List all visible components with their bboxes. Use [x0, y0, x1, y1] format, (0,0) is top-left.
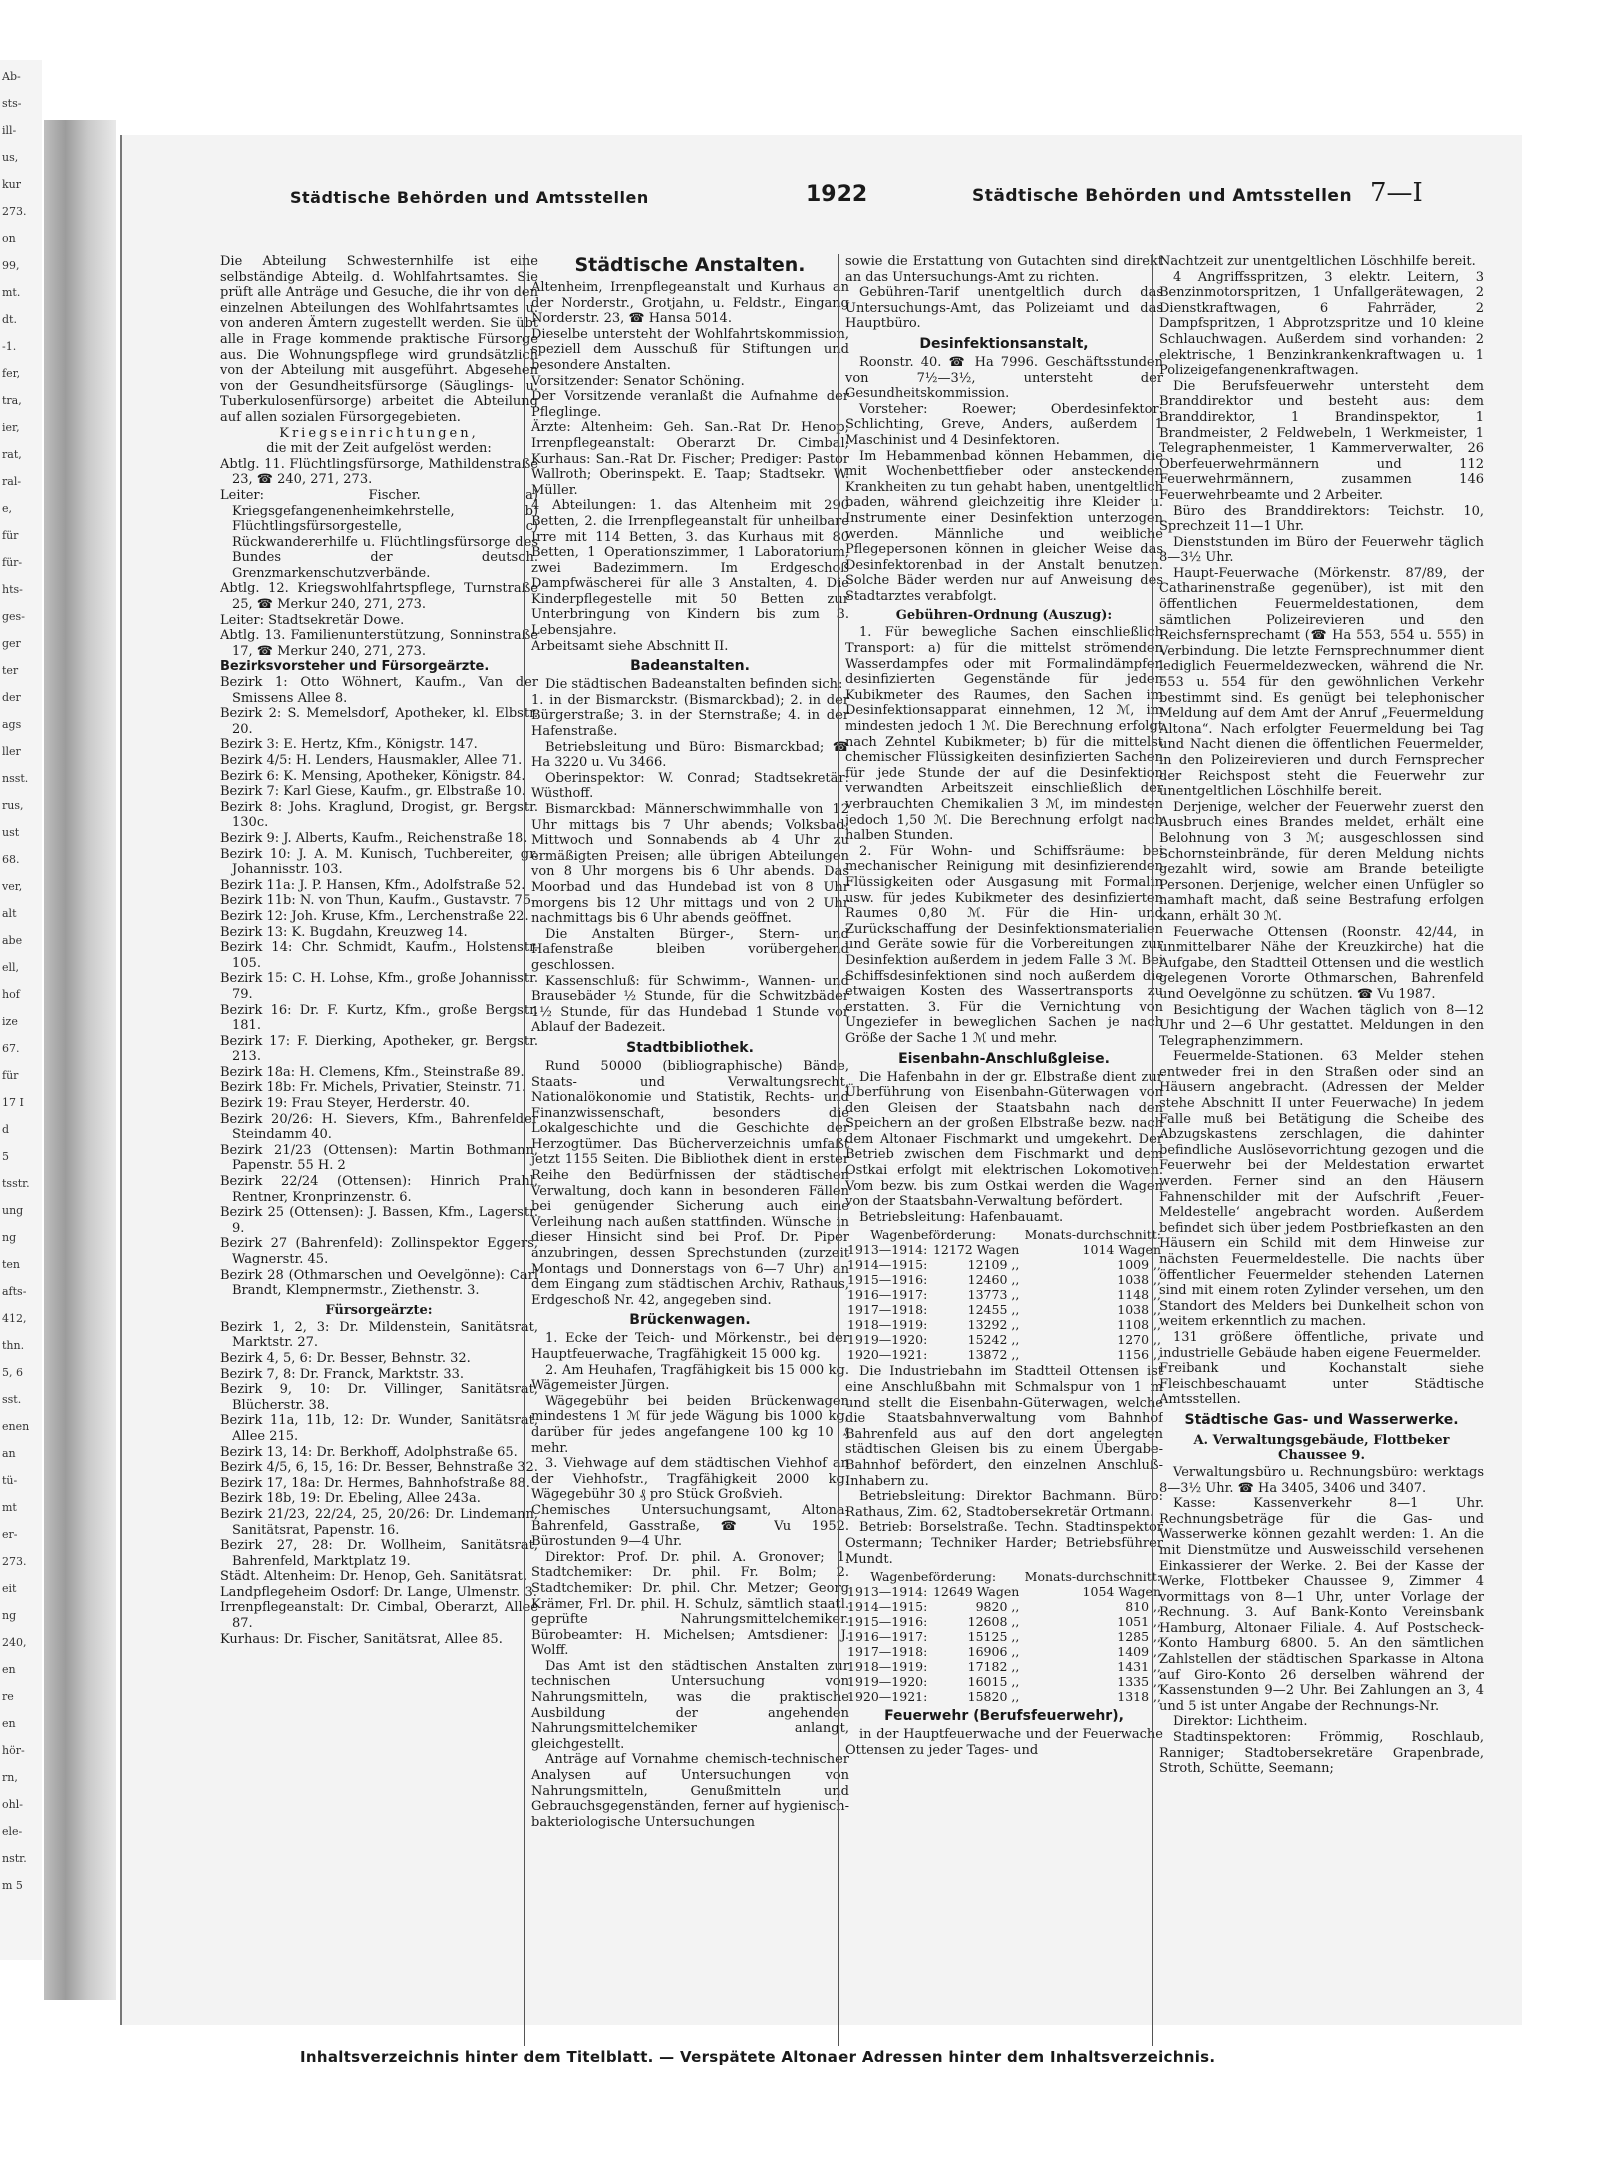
margin-fragment: 273. — [2, 205, 27, 218]
margin-fragment: mt — [2, 1501, 17, 1514]
table-header: Wagenbeförderung: — [870, 1569, 997, 1585]
table-cell: 1285 ,, — [1117, 1629, 1161, 1645]
text-paragraph: Bezirk 3: E. Hertz, Kfm., Königstr. 147. — [220, 737, 478, 753]
text-paragraph: 131 größere öffentliche, private und industrielle Gebäude haben eigene Feuermelder. — [1159, 1329, 1484, 1361]
table-cell: 1913—1914: — [847, 1584, 928, 1600]
margin-fragment: mt. — [2, 286, 21, 299]
table-cell: 1431 ,, — [1117, 1659, 1161, 1675]
sub-heading: Gebühren-Ordnung (Auszug): — [895, 608, 1113, 624]
margin-fragment: enen — [2, 1420, 30, 1433]
text-paragraph: Bezirk 14: Chr. Schmidt, Kaufm., Holstenstr. 105. — [220, 940, 538, 971]
column-4 — [1152, 254, 1484, 2046]
text-paragraph: Das Amt ist den städtischen Anstalten zur technischen Untersuchung von Nahrungsmitteln, was die praktische Ausbildung der angehenden Nahrungsmittelchemiker anlangt, gleichgestellt. — [531, 1658, 849, 1752]
table-cell: 1919—1920: — [847, 1332, 928, 1348]
table-cell: 1920—1921: — [847, 1347, 928, 1363]
text-paragraph: Bezirk 6: K. Mensing, Apotheker, Königstr. 84. — [220, 768, 526, 784]
margin-fragment: ten — [2, 1258, 21, 1271]
margin-fragment: eit — [2, 1582, 17, 1595]
text-paragraph: Leiter: Fischer. a) Kriegsgefangenenheimkehrstelle, b) Flüchtlingsfürsorgestelle, c) Rückwandererhilfe u. Flüchtlingsfürsorge des Bundes der deutsch. Grenzmarkenschutzverbände. — [220, 487, 538, 581]
text-paragraph: Bezirk 11a: J. P. Hansen, Kfm., Adolfstraße 52. — [220, 877, 526, 893]
table-cell: 12455 ,, — [967, 1302, 1020, 1318]
text-paragraph: Bezirk 21/23 (Ottensen): Martin Bothmann, Papenstr. 55 H. 2 — [220, 1142, 538, 1174]
margin-fragment: ill- — [2, 124, 17, 137]
table-cell: 15242 ,, — [967, 1332, 1020, 1348]
margin-fragment: für — [2, 1069, 19, 1082]
header-right-title: Städtische Behörden und Amtsstellen — [972, 186, 1353, 206]
table-row — [845, 1332, 1163, 1347]
text-paragraph: Betriebsleitung: Hafenbauamt. — [859, 1209, 1064, 1225]
margin-fragment: tra, — [2, 394, 22, 407]
margin-fragment: ller — [2, 745, 21, 758]
table-cell: 17182 ,, — [967, 1659, 1020, 1675]
margin-fragment: für — [2, 529, 19, 542]
table-row — [845, 1287, 1163, 1302]
table-cell: 1318 ,, — [1117, 1689, 1161, 1705]
table-cell: 1148 ,, — [1117, 1287, 1161, 1303]
table-cell: 1270 ,, — [1117, 1332, 1161, 1348]
table-row — [845, 1644, 1163, 1659]
sub-heading: A. Verwaltungsgebäude, Flottbeker Chaussee 9. — [1193, 1432, 1450, 1463]
table-cell: 1156 ,, — [1117, 1347, 1161, 1363]
table-cell: 1916—1917: — [847, 1287, 928, 1303]
margin-fragment: us, — [2, 151, 19, 164]
text-paragraph: Bezirk 27, 28: Dr. Wollheim, Sanitätsrat, Bahrenfeld, Marktplatz 19. — [220, 1538, 538, 1569]
margin-fragment: Ab- — [2, 70, 21, 83]
table-cell: 16906 ,, — [967, 1644, 1020, 1660]
text-paragraph: Roonstr. 40. ☎ Ha 7996. Geschäftsstunden von 7½—3½, untersteht der Gesundheitskommission. — [845, 354, 1163, 402]
table-cell: 1108 ,, — [1117, 1317, 1161, 1333]
margin-fragment: kur — [2, 178, 22, 191]
text-paragraph: Bezirk 27 (Bahrenfeld): Zollinspektor Eggers, Wagnerstr. 45. — [220, 1236, 538, 1267]
text-paragraph: Bezirk 18b, 19: Dr. Ebeling, Allee 243a. — [220, 1491, 481, 1507]
text-paragraph: Bezirk 15: C. H. Lohse, Kfm., große Johannisstr. 79. — [220, 971, 538, 1002]
text-paragraph: in der Hauptfeuerwache und der Feuerwache Ottensen zu jeder Tages- und — [845, 1727, 1163, 1758]
table-cell: 1009 ,, — [1117, 1257, 1161, 1273]
margin-fragment: 68. — [2, 853, 20, 866]
text-paragraph: Bezirk 7, 8: Dr. Franck, Marktstr. 33. — [220, 1366, 465, 1382]
table-row — [845, 1689, 1163, 1704]
text-paragraph: Bezirk 17, 18a: Dr. Hermes, Bahnhofstraße 88. — [220, 1475, 530, 1491]
table-cell: 1918—1919: — [847, 1317, 928, 1333]
margin-fragment: 5 — [2, 1150, 9, 1163]
text-paragraph: Nachtzeit zur unentgeltlichen Löschhilfe bereit. — [1159, 254, 1476, 269]
page-binding — [44, 120, 116, 2000]
text-paragraph: Bezirk 12: Joh. Kruse, Kfm., Lerchenstraße 22. — [220, 908, 529, 924]
table-cell: 12109 ,, — [967, 1257, 1020, 1273]
margin-fragment: ust — [2, 826, 20, 839]
text-paragraph: Bezirk 10: J. A. M. Kunisch, Tuchbereiter, gr. Johannisstr. 103. — [220, 846, 538, 878]
table-row — [845, 1272, 1163, 1287]
margin-fragment: er- — [2, 1528, 18, 1541]
margin-fragment: rus, — [2, 799, 24, 812]
margin-fragment: ell, — [2, 961, 20, 974]
margin-fragment: en — [2, 1717, 16, 1730]
text-paragraph: Verwaltungsbüro u. Rechnungsbüro: werktags 8—3½ Uhr. ☎ Ha 3405, 3406 und 3407. — [1159, 1464, 1484, 1496]
text-paragraph: Kurhaus: Dr. Fischer, Sanitätsrat, Allee 85. — [220, 1631, 503, 1647]
text-paragraph: Arbeitsamt siehe Abschnitt II. — [531, 638, 729, 654]
text-paragraph: Die Abteilung Schwesternhilfe ist eine selbständige Abteilg. d. Wohlfahrtsamtes. Sie prüft alle Anträge und Gesuche, die ihr von den einzelnen Abteilungen des Wohlfahrtsamtes u. von anderen Ämtern zugestellt werden. Sie übt alle in Frage kommende praktische Fürsorge aus. Die Wohnungspflege wird grundsätzlich von der Abteilung mit ausgeführt. Abgesehen von der Gesundheitsfürsorge (Säuglings- u. Tuberkulosenfürsorge) arbeitet die Abteilung auf allen sozialen Fürsorgegebieten. — [220, 254, 538, 425]
adjacent-page-margin — [0, 60, 42, 1960]
margin-fragment: nsst. — [2, 772, 29, 785]
table-cell: 1913—1914: — [847, 1242, 928, 1258]
text-paragraph: Bezirk 28 (Othmarschen und Oevelgönne): Carl Brandt, Klempnermstr., Ziethenstr. 3. — [220, 1267, 538, 1299]
margin-fragment: ger — [2, 637, 21, 650]
margin-fragment: m 5 — [2, 1879, 23, 1892]
table-row — [845, 1317, 1163, 1332]
margin-fragment: d — [2, 1123, 10, 1136]
text-paragraph: Bezirk 1: Otto Wöhnert, Kaufm., Van der Smissens Allee 8. — [220, 675, 538, 706]
margin-fragment: 412, — [2, 1312, 27, 1325]
text-paragraph: Bezirk 4, 5, 6: Dr. Besser, Behnstr. 32. — [220, 1350, 471, 1366]
margin-fragment: ele- — [2, 1825, 23, 1838]
text-paragraph: Bezirk 9: J. Alberts, Kaufm., Reichenstraße 18. — [220, 830, 528, 846]
margin-fragment: abe — [2, 934, 23, 947]
margin-fragment: ng — [2, 1609, 17, 1622]
section-heading: Städtische Gas- und Wasserwerke. — [1184, 1411, 1459, 1428]
text-paragraph: Bezirk 16: Dr. F. Kurtz, Kfm., große Bergstr. 181. — [220, 1002, 538, 1034]
table-cell: 810 ,, — [1125, 1599, 1161, 1615]
text-paragraph: Kriegseinrichtungen, — [279, 425, 479, 441]
text-paragraph: 2. Am Heuhafen, Tragfähigkeit bis 15 000 kg. Wägemeister Jürgen. — [531, 1362, 849, 1394]
table-cell: 1920—1921: — [847, 1689, 928, 1705]
table-header: Monats-durchschnitt: — [1024, 1227, 1161, 1243]
margin-fragment: en — [2, 1663, 16, 1676]
margin-fragment: afts- — [2, 1285, 27, 1298]
table-row — [845, 1674, 1163, 1689]
margin-fragment: ier, — [2, 421, 20, 434]
table-cell: 1914—1915: — [847, 1257, 928, 1273]
table-cell: 15820 ,, — [967, 1689, 1020, 1705]
text-paragraph: Im Hebammenbad können Hebammen, die mit Wochenbettfieber oder ansteckenden Krankheiten zu tun gehabt haben, unentgeltlich baden, während gleichzeitig ihre Kleider u. Instrumente einer Desinfektion unterzogen werden. Männliche und weibliche Pflegepersonen können in gleicher Weise das Desinfektorenbad in der Anstalt benutzen. Solche Bäder werden nur auf Anweisung des Stadtarztes verabfolgt. — [845, 448, 1163, 604]
text-paragraph: Die Hafenbahn in der gr. Elbstraße dient zur Überführung von Eisenbahn-Güterwagen von den Gleisen der Staatsbahn nach den Speichern an der großen Elbstraße bezw. nach dem Altonaer Fischmarkt und umgekehrt. Der Betrieb zwischen dem Fischmarkt und dem Ostkai erfolgt mit elektrischen Lokomotiven. Vom bezw. bis zum Ostkai werden die Wagen von der Staatsbahn-Verwaltung befördert. — [845, 1069, 1163, 1210]
text-paragraph: Bezirk 18a: H. Clemens, Kfm., Steinstraße 89. — [220, 1064, 525, 1080]
margin-fragment: ohl- — [2, 1798, 23, 1811]
text-paragraph: Bezirksvorsteher und Fürsorgeärzte. — [220, 659, 490, 675]
text-paragraph: Bezirk 9, 10: Dr. Villinger, Sanitätsrat, Blücherstr. 38. — [220, 1382, 538, 1413]
text-paragraph: Derjenige, welcher der Feuerwehr zuerst den Ausbruch eines Brandes meldet, erhält eine Belohnung von 3 ℳ; ausgeschlossen sind Schornsteinbrände, für deren Meldung nichts gezahlt wird, sowie am Brande beteiligte Personen. Derjenige, welcher einen Unfügler so namhaft macht, daß seine Bestrafung erfolgen kann, erhält 30 ℳ. — [1159, 799, 1484, 924]
text-paragraph: Abtlg. 11. Flüchtlingsfürsorge, Mathildenstraße 23, ☎ 240, 271, 273. — [220, 456, 538, 488]
text-paragraph: Direktor: Lichtheim. — [1173, 1714, 1308, 1730]
margin-fragment: tü- — [2, 1474, 18, 1487]
margin-fragment: ges- — [2, 610, 25, 623]
text-paragraph: Bezirk 8: Johs. Kraglund, Drogist, gr. Bergstr. 130c. — [220, 799, 538, 831]
text-paragraph: 2. Für Wohn- und Schiffsräume: bei mechanischer Reinigung mit desinfizierenden Flüssigkeiten oder Ausgasung mit Formalin usw. für jedes Kubikmeter des desinfizierten Raumes 0,80 ℳ. Für die Hin- und Zurückschaffung der Desinfektionsmaterialien und Geräte sowie für die Vorbereitungen zur Desinfektion außerdem in jedem Falle 3 ℳ. Bei Schiffsdesinfektionen sind noch außerdem die etwaigen Kosten des Wassertransports zu erstatten. 3. Für die Vernichtung von Ungeziefer in beweglichen Sachen je nach Größe der Sache 1 ℳ und mehr. — [845, 843, 1163, 1046]
margin-fragment: on — [2, 232, 16, 245]
table-cell: 1919—1920: — [847, 1674, 928, 1690]
text-paragraph: Anträge auf Vornahme chemisch-technischer Analysen auf Untersuchungen von Nahrungsmitteln, Genußmitteln und Gebrauchsgegenständen, ferner auf hygienisch-bakteriologische Untersuchungen — [531, 1752, 849, 1830]
text-paragraph: Bezirk 2: S. Memelsdorf, Apotheker, kl. Elbstr. 20. — [220, 706, 538, 737]
sub-heading: Fürsorgeärzte: — [325, 1302, 433, 1318]
table-cell: 13292 ,, — [967, 1317, 1020, 1333]
table-header: Monats-durchschnitt: — [1024, 1569, 1161, 1585]
table-cell: 1038 ,, — [1117, 1272, 1161, 1288]
margin-fragment: re — [2, 1690, 14, 1703]
table-row — [845, 1584, 1163, 1599]
text-paragraph: Die städtischen Badeanstalten befinden sich: — [545, 677, 843, 693]
margin-fragment: ral- — [2, 475, 22, 488]
text-paragraph: 1. Für bewegliche Sachen einschließlich Transport: a) für die mittelst strömenden Wasserdampfes oder mit Formalindämpfen desinfizierten Gegenstände für jeden Kubikmeter des Raumes, den Sachen im Desinfektionsapparat einnehmen, 12 ℳ, im mindesten jedoch 1 ℳ. Die Berechnung erfolgt nach Zehntel Kubikmeter; b) für die mittelst chemischer Flüssigkeiten desinfizierten Sachen für jede Stunde der auf die Desinfektion verwandten Arbeitszeit einschließlich der verbrauchten Chemikalien 3 ℳ, im mindesten jedoch 1,50 ℳ. Die Berechnung erfolgt nach halben Stunden. — [845, 625, 1163, 844]
column-3 — [838, 254, 1163, 2046]
margin-fragment: sts- — [2, 97, 22, 110]
column-2 — [524, 254, 849, 2046]
text-paragraph: 1. in der Bismarckstr. (Bismarckbad); 2. in der Bürgerstraße; 3. in der Sternstraße; 4. in der Hafenstraße. — [531, 692, 849, 740]
text-paragraph: 3. Viehwage auf dem städtischen Viehhof an der Viehhofstr., Tragfähigkeit 2000 kg. Wägegebühr 30 ₰ pro Stück Großvieh. — [531, 1456, 849, 1503]
table-cell: 1914—1915: — [847, 1599, 928, 1615]
text-paragraph: Abtlg. 12. Kriegswohlfahrtspflege, Turnstraße 25, ☎ Merkur 240, 271, 273. — [220, 581, 538, 613]
margin-fragment: -1. — [2, 340, 17, 353]
text-paragraph: Feuermelde-Stationen. 63 Melder stehen entweder frei in den Straßen oder sind an Häusern angebracht. (Adressen der Melder stehe Abschnitt II unter Feuerwache) In jedem Falle muß bei Betätigung die Scheibe des Abzugskastens zerschlagen, die dahinter befindliche Auslösevorrichtung gezogen und die Feuerwehr bei der Meldestation erwartet werden. Ferner sind an den Häusern Fahnenschilder mit der Aufschrift ‚Feuer-Meldestelle‘ angebracht worden. Außerdem befindet sich über jedem Postbriefkasten an den Häusern ein Schild mit dem Hinweise zur nächsten Feuermeldestelle. Die nachts über öffentlicher Feuermelder stehenden Laternen sind mit einem roten Zylinder versehen, um den Standort des Melders bei Dunkelheit schon von weitem erkenntlich zu machen. — [1159, 1049, 1484, 1330]
margin-fragment: ung — [2, 1204, 24, 1217]
text-paragraph: Haupt-Feuerwache (Mörkenstr. 87/89, der Catharinenstraße gegenüber), ist mit den öffentlichen Feuermeldestationen, dem sämtlichen Polizeirevieren und den Reichsfernsprechamt (☎ Ha 553, 554 u. 555) in Verbindung. Die letzte Fernsprechnummer dient lediglich Feuermeldezwecken, während die Nr. 553 u. 554 für den gewöhnlichen Verkehr bestimmt sind. Es genügt bei telephonischer Meldung auf dem Amt der Anruf „Feuermeldung Altona“. Nach erfolgter Feuermeldung bei Tag und Nacht dienen die öffentlichen Feuermelder, in den Polizeirevieren und durch Fernsprecher der Reichspost steht die Feuerwehr zur unentgeltlichen Löschhilfe bereit. — [1159, 565, 1484, 800]
margin-fragment: ng — [2, 1231, 17, 1244]
table-cell: 13872 ,, — [967, 1347, 1020, 1363]
text-paragraph: Betriebsleitung: Direktor Bachmann. Büro: Rathaus, Zim. 62, Stadtobersekretär Ortmann. — [845, 1489, 1163, 1520]
margin-fragment: 5, 6 — [2, 1366, 23, 1379]
header-year: 1922 — [806, 182, 868, 207]
text-paragraph: Rund 50000 (bibliographische) Bände, Staats- und Verwaltungsrecht, Nationalökonomie und Statistik, Rechts- und Finanzwissenschaft, besonders die Lokalgeschichte und die Geschichte der Herzogtümer. Das Bücherverzeichnis umfaßt jetzt 1155 Seiten. Die Bibliothek dient in erster Reihe den Bedürfnissen der städtischen Verwaltung, doch kann in besonderen Fällen bei genügender Sicherung auch eine Verleihung nach außen stattfinden. Wünsche in dieser Hinsicht sind bei Prof. Dr. Piper anzubringen, dessen Sprechstunden (zurzeit Montags und Donnerstags von 6—7 Uhr) an dem Eingang zum städtischen Archiv, Rathaus, Erdgeschoß Nr. 42, angegeben sind. — [531, 1058, 849, 1308]
text-paragraph: 4 Angriffsspritzen, 3 elektr. Leitern, 3 Benzinmotorspritzen, 1 Unfallgerätewagen, 2 Dienstkraftwagen, 6 Fahrräder, 2 Dampfspritzen, 1 Abprotzspritze und 10 kleine Schlauchwagen. Außerdem sind vorhanden: 2 elektrische, 1 Benzinkrankenkraftwagen u. 1 Polizeigefangenenkraftwagen. — [1159, 269, 1484, 379]
text-paragraph: Bezirk 1, 2, 3: Dr. Mildenstein, Sanitätsrat, Marktstr. 27. — [220, 1319, 538, 1351]
text-paragraph: Altenheim, Irrenpflegeanstalt und Kurhaus an der Norderstr., Grotjahn, u. Feldstr., Eingang Norderstr. 23, ☎ Hansa 5014. — [531, 280, 849, 327]
section-heading: Brückenwagen. — [629, 1312, 751, 1329]
text-paragraph: Chemisches Untersuchungsamt, Altona-Bahrenfeld, Gasstraße, ☎ Vu 1952. Bürostunden 9—4 Uhr. — [531, 1502, 849, 1550]
margin-fragment: ver, — [2, 880, 23, 893]
margin-fragment: rn, — [2, 1771, 18, 1784]
page-number: 7—I — [1370, 178, 1423, 208]
text-paragraph: Landpflegeheim Osdorf: Dr. Lange, Ulmenstr. 3. — [220, 1584, 537, 1600]
text-paragraph: Besichtigung der Wachen täglich von 8—12 Uhr und 2—6 Uhr gestattet. Meldungen in den Telegraphenzimmern. — [1159, 1002, 1484, 1049]
text-paragraph: Bezirk 11a, 11b, 12: Dr. Wunder, Sanitätsrat, Allee 215. — [220, 1413, 538, 1444]
table-cell: 1335 ,, — [1117, 1674, 1161, 1690]
text-paragraph: Städt. Altenheim: Dr. Henop, Geh. Sanitätsrat. — [220, 1569, 527, 1585]
table-cell: 15125 ,, — [967, 1629, 1020, 1645]
table-cell: 12460 ,, — [967, 1272, 1020, 1288]
text-paragraph: Bezirk 25 (Ottensen): J. Bassen, Kfm., Lagerstr. 9. — [220, 1205, 538, 1236]
text-paragraph: 1. Ecke der Teich- und Mörkenstr., bei der Hauptfeuerwache, Tragfähigkeit 15 000 kg. — [531, 1331, 849, 1362]
margin-fragment: 240, — [2, 1636, 27, 1649]
text-paragraph: Irrenpflegeanstalt: Dr. Cimbal, Oberarzt, Allee 87. — [220, 1600, 538, 1632]
text-paragraph: Bezirk 21/23, 22/24, 25, 20/26: Dr. Lindemann, Sanitätsrat, Papenstr. 16. — [220, 1506, 538, 1538]
text-paragraph: Abtlg. 13. Familienunterstützung, Sonninstraße 17, ☎ Merkur 240, 271, 273. — [220, 628, 538, 659]
text-paragraph: Bezirk 11b: N. von Thun, Kaufm., Gustavstr. 75. — [220, 893, 536, 909]
table-row — [845, 1614, 1163, 1629]
margin-fragment: hof — [2, 988, 20, 1001]
text-paragraph: Die Berufsfeuerwehr untersteht dem Branddirektor und besteht aus: dem Branddirektor, 1 Brandinspektor, 1 Brandmeister, 2 Feldwebeln, 1 Werkmeister, 1 Telegraphenmeister, 1 Kammerverwalter, 26 Oberfeuerwehrmännern und 112 Feuerwehrmännern, zusammen 146 Feuerwehrbeamte und 2 Arbeiter. — [1159, 378, 1484, 503]
column-1 — [220, 254, 538, 2046]
table-cell: 1051 ,, — [1117, 1614, 1161, 1630]
table-row — [845, 1599, 1163, 1614]
margin-fragment: ter — [2, 664, 19, 677]
text-paragraph: Bezirk 22/24 (Ottensen): Hinrich Prahl, Rentner, Kronprinzenstr. 6. — [220, 1174, 538, 1205]
text-paragraph: Bezirk 13: K. Bugdahn, Kreuzweg 14. — [220, 924, 468, 940]
text-paragraph: Dienststunden im Büro der Feuerwehr täglich 8—3½ Uhr. — [1159, 534, 1484, 566]
header-left-title: Städtische Behörden und Amtsstellen — [290, 188, 649, 207]
table-cell: 12608 ,, — [967, 1614, 1020, 1630]
text-paragraph: Gebühren-Tarif unentgeltlich durch das Untersuchungs-Amt, das Polizeiamt und das Hauptbüro. — [845, 285, 1163, 332]
margin-fragment: hts- — [2, 583, 23, 596]
margin-fragment: 67. — [2, 1042, 20, 1055]
table-cell: 1409 ,, — [1117, 1644, 1161, 1660]
section-heading: Eisenbahn-Anschlußgleise. — [898, 1050, 1110, 1067]
margin-fragment: 17 I — [2, 1096, 24, 1109]
text-paragraph: 4 Abteilungen: 1. das Altenheim mit 290 Betten, 2. die Irrenpflegeanstalt für unheilbare Irre mit 114 Betten, 3. das Kurhaus mit 80 Betten, 1 Operationszimmer, 1 Laboratorium, zwei Badezimmern. Im Erdgeschoß Dampfwäscherei für alle 3 Anstalten, 4. Die Kinderpflegestelle mit 50 Betten zur Unterbringung von Kindern bis zum 3. Lebensjahre. — [531, 498, 849, 639]
text-paragraph: Direktor: Prof. Dr. phil. A. Gronover; 1. Stadtchemiker: Dr. phil. Fr. Bolm; 2. Stadtchemiker: Dr. phil. Chr. Metzer; Georg Krämer, Frl. Dr. phil. H. Schulz, sämtlich staatl. geprüfte Nahrungsmittelchemiker. Bürobeamter: H. Michelsen; Amtsdiener: J. Wolff. — [531, 1549, 849, 1659]
traffic-table — [845, 1227, 1163, 1362]
text-paragraph: sowie die Erstattung von Gutachten sind direkt an das Untersuchungs-Amt zu richten. — [845, 254, 1163, 285]
text-paragraph: Büro des Branddirektors: Teichstr. 10, Sprechzeit 11—1 Uhr. — [1159, 503, 1484, 535]
margin-fragment: e, — [2, 502, 13, 515]
section-heading: Feuerwehr (Berufsfeuerwehr), — [884, 1708, 1124, 1725]
text-paragraph: Oberinspektor: W. Conrad; Stadtsekretär: Wüsthoff. — [531, 770, 849, 802]
text-paragraph: Bezirk 17: F. Dierking, Apotheker, gr. Bergstr. 213. — [220, 1033, 538, 1065]
text-paragraph: Bezirk 20/26: H. Sievers, Kfm., Bahrenfelder Steindamm 40. — [220, 1111, 538, 1143]
page-footer-note: Inhaltsverzeichnis hinter dem Titelblatt. — Verspätete Altonaer Adressen hinter dem Inhaltsverzeichnis. — [300, 2048, 1216, 2066]
margin-fragment: an — [2, 1447, 16, 1460]
section-title: Städtische Anstalten. — [574, 254, 806, 276]
text-paragraph: Bismarckbad: Männerschwimmhalle von 12 Uhr mittags bis 7 Uhr abends; Volksbad: Mittwoch und Sonnabends ab 4 Uhr zu ermäßigten Preisen; alle übrigen Abteilungen von 8 Uhr morgens bis 6 Uhr abends. Das Moorbad und das Hundebad ist von 8 Uhr morgens bis 12 Uhr mittags und von 2 Uhr nachmittags bis 6 Uhr abends geöffnet. — [531, 802, 849, 927]
text-paragraph: Bezirk 4/5: H. Lenders, Hausmakler, Allee 71. — [220, 753, 523, 768]
text-paragraph: Bezirk 19: Frau Steyer, Herderstr. 40. — [220, 1096, 471, 1112]
text-paragraph: Kassenschluß: für Schwimm-, Wannen- und Brausebäder ½ Stunde, für die Schwitzbäder 1½ Stunde, für das Hundebad 1 Stunde vor Ablauf der Badezeit. — [531, 973, 849, 1036]
margin-fragment: sst. — [2, 1393, 22, 1406]
margin-fragment: 273. — [2, 1555, 27, 1568]
text-paragraph: Kasse: Kassenverkehr 8—1 Uhr. Rechnungsbeträge für die Gas- und Wasserwerke können gezahlt werden: 1. An die mit Dienstmütze und Ausweisschild versehenen Einkassierer der Werke. 2. Bei der Kasse der Werke, Flottbeker Chaussee 9, Zimmer 4 vormittags von 8—1 Uhr, unter Vorlage der Rechnung. 3. Auf Bank-Konto Vereinsbank Hamburg, Altonaer Filiale. 4. Auf Postscheck-Konto Hamburg 6800. 5. An den sämtlichen Zahlstellen der städtischen Sparkasse in Altona auf Giro-Konto 26 derselben während der Kassenstunden 9—2 Uhr. Bei Zahlungen an 3, 4 und 5 ist unter Angabe der Rechnungs-Nr. — [1159, 1496, 1484, 1714]
margin-fragment: hör- — [2, 1744, 25, 1757]
margin-fragment: fer, — [2, 367, 21, 380]
table-header: Wagenbeförderung: — [870, 1227, 997, 1243]
table-cell: 1917—1918: — [847, 1644, 928, 1660]
margin-fragment: 99, — [2, 259, 20, 272]
text-paragraph: Bezirk 13, 14: Dr. Berkhoff, Adolphstraße 65. — [220, 1444, 518, 1460]
text-paragraph: Leiter: Stadtsekretär Dowe. — [220, 612, 405, 628]
text-paragraph: Betrieb: Borselstraße. Techn. Stadtinspektor Ostermann; Techniker Harder; Betriebsführer Mundt. — [845, 1520, 1163, 1567]
table-cell: 1917—1918: — [847, 1302, 928, 1318]
text-paragraph: Die Anstalten Bürger-, Stern- und Hafenstraße bleiben vorübergehend geschlossen. — [531, 926, 849, 973]
text-paragraph: Stadtinspektoren: Frömmig, Roschlaub, Ranniger; Stadtobersekretäre Grapenbrade, Stroth, Schütte, Seemann; — [1159, 1730, 1484, 1777]
table-cell: 1014 Wagen — [1082, 1242, 1161, 1258]
table-cell: 1054 Wagen — [1082, 1584, 1161, 1600]
margin-fragment: dt. — [2, 313, 17, 326]
table-row — [845, 1257, 1163, 1272]
section-heading: Desinfektionsanstalt, — [919, 335, 1089, 352]
table-cell: 16015 ,, — [967, 1674, 1020, 1690]
table-row — [845, 1242, 1163, 1257]
text-paragraph: Die Industriebahn im Stadtteil Ottensen ist eine Anschlußbahn mit Schmalspur von 1 m und stellt die Eisenbahn-Güterwagen, welche die Staatsbahnverwaltung vom Bahnhof Bahrenfeld aus auf den dort angelegten städtischen Gleisen bis zu einem Übergabe-Bahnhof befördert, den einzelnen Anschluß-Inhabern zu. — [845, 1364, 1163, 1489]
text-paragraph: die mit der Zeit aufgelöst werden: — [266, 441, 492, 457]
text-paragraph: Dieselbe untersteht der Wohlfahrtskommission, speziell dem Ausschuß für Stiftungen und besondere Anstalten. — [531, 326, 849, 373]
text-paragraph: Ärzte: Altenheim: Geh. San.-Rat Dr. Henop; Irrenpflegeanstalt: Oberarzt Dr. Cimbal; Kurhaus: San.-Rat Dr. Fischer; Prediger: Pastor Wallroth; Oberinspekt. E. Taap; Stadtsekr. W. Müller. — [531, 420, 849, 498]
margin-fragment: tsstr. — [2, 1177, 30, 1190]
table-cell: 1915—1916: — [847, 1614, 928, 1630]
text-paragraph: Feuerwache Ottensen (Roonstr. 42/44, in unmittelbarer Nähe der Kreuzkirche) hat die Aufgabe, den Stadtteil Ottensen und die westlich gelegenen Vororte Othmarschen, Bahrenfeld und Oevelgönne zu schützen. ☎ Vu 1987. — [1159, 924, 1484, 1002]
margin-fragment: ize — [2, 1015, 18, 1028]
table-cell: 12649 Wagen — [932, 1584, 1020, 1600]
running-header — [290, 178, 1470, 216]
text-paragraph: Der Vorsitzende veranlaßt die Aufnahme der Pfleglinge. — [531, 389, 849, 420]
section-heading: Stadtbibliothek. — [626, 1039, 754, 1056]
margin-fragment: für- — [2, 556, 23, 569]
table-row — [845, 1629, 1163, 1644]
text-paragraph: Vorsitzender: Senator Schöning. — [531, 373, 745, 389]
table-row — [845, 1659, 1163, 1674]
table-cell: 9820 ,, — [975, 1599, 1020, 1615]
table-row — [845, 1347, 1163, 1362]
margin-fragment: der — [2, 691, 21, 704]
margin-fragment: rat, — [2, 448, 22, 461]
table-cell: 1918—1919: — [847, 1659, 928, 1675]
section-heading: Badeanstalten. — [630, 658, 750, 675]
table-cell: 1916—1917: — [847, 1629, 928, 1645]
table-cell: 13773 ,, — [967, 1287, 1020, 1303]
text-paragraph: Freibank und Kochanstalt siehe Fleischbeschauamt unter Städtische Amtsstellen. — [1159, 1361, 1484, 1408]
text-paragraph: Vorsteher: Roewer; Oberdesinfektor: Schlichting, Greve, Anders, außerdem 1 Maschinist und 4 Desinfektoren. — [845, 401, 1163, 448]
table-cell: 12172 Wagen — [932, 1242, 1020, 1258]
table-row — [845, 1302, 1163, 1317]
text-paragraph: Bezirk 18b: Fr. Michels, Privatier, Steinstr. 71. — [220, 1080, 527, 1096]
margin-fragment: nstr. — [2, 1852, 27, 1865]
margin-fragment: alt — [2, 907, 17, 920]
traffic-table — [845, 1569, 1163, 1704]
text-paragraph: Bezirk 4/5, 6, 15, 16: Dr. Besser, Behnstraße 32. — [220, 1460, 538, 1476]
table-cell: 1915—1916: — [847, 1272, 928, 1288]
margin-fragment: thn. — [2, 1339, 25, 1352]
text-paragraph: Bezirk 7: Karl Giese, Kaufm., gr. Elbstraße 10. — [220, 784, 526, 800]
text-paragraph: Betriebsleitung und Büro: Bismarckbad; ☎ Ha 3220 u. Vu 3466. — [531, 739, 849, 771]
text-paragraph: Wägegebühr bei beiden Brückenwagen mindestens 1 ℳ für jede Wägung bis 1000 kg, darüber für jedes angefangene 100 kg 10 ₰ mehr. — [531, 1393, 849, 1456]
table-cell: 1038 ,, — [1117, 1302, 1161, 1318]
margin-fragment: ags — [2, 718, 22, 731]
